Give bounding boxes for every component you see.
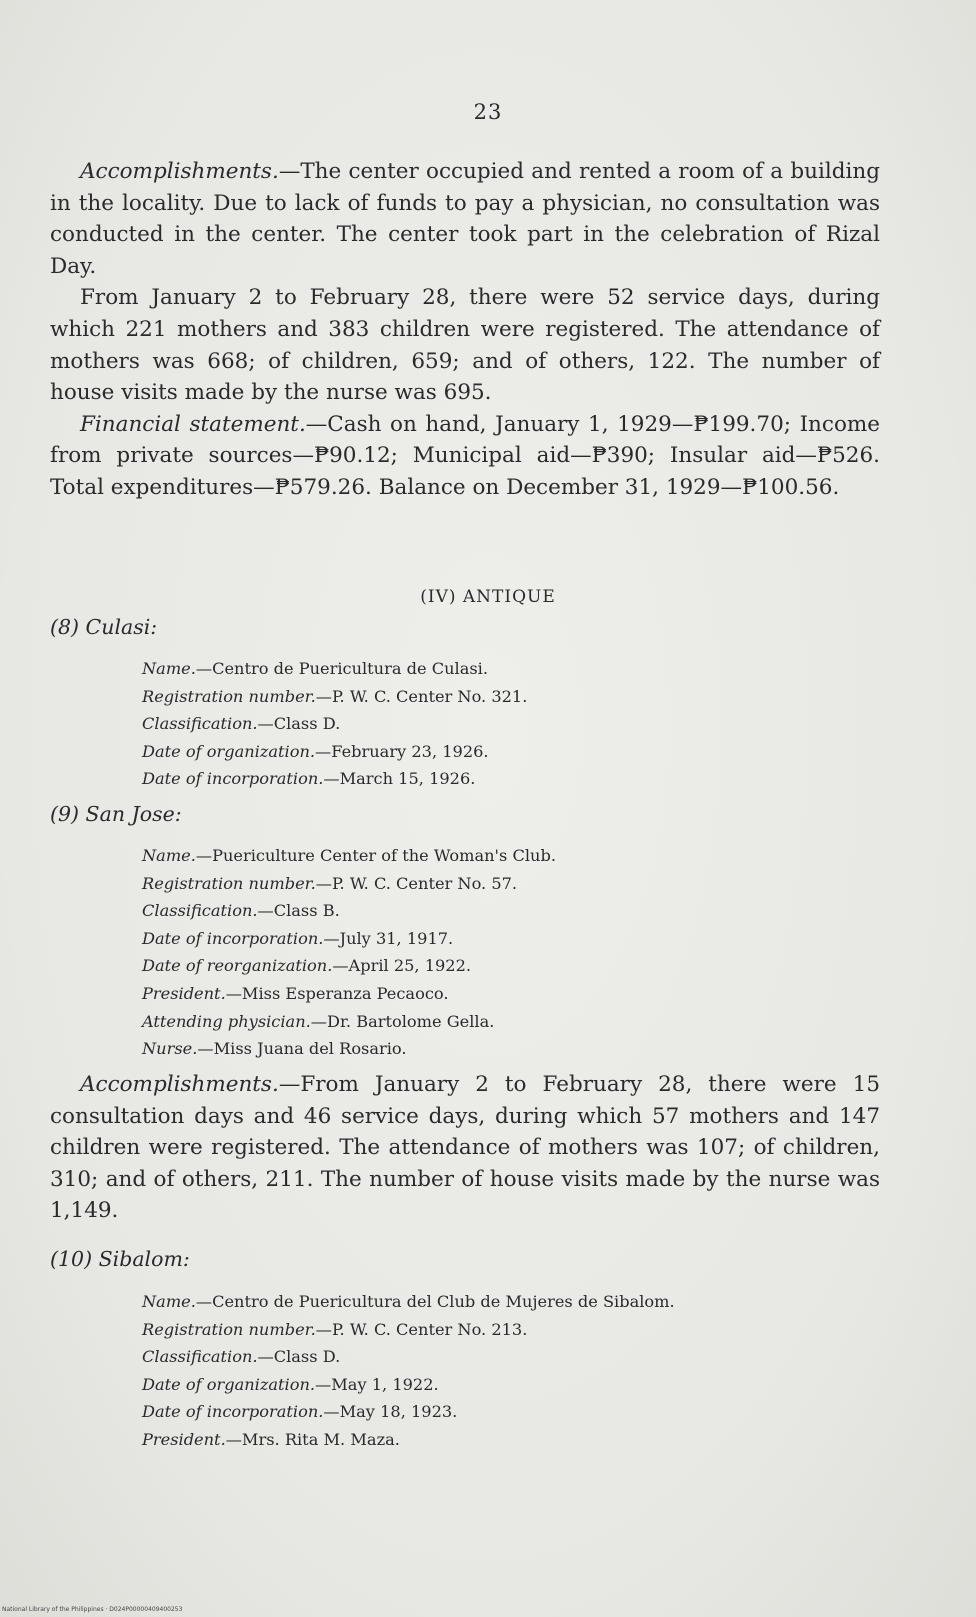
entry-row bbox=[142, 980, 902, 1008]
san-jose-accomplishments bbox=[50, 1069, 880, 1227]
sibalom-entry bbox=[142, 1288, 902, 1454]
entry-value: —April 25, 1922. bbox=[332, 956, 472, 976]
library-footer: National Library of the Philippines · D024P00000409400253 bbox=[2, 1606, 183, 1613]
entry-label: President. bbox=[142, 983, 226, 1003]
entry-label: Name. bbox=[142, 1292, 196, 1311]
page-number: 23 bbox=[473, 100, 503, 124]
entry-label: Registration number. bbox=[142, 686, 316, 706]
entry-value: —May 1, 1922. bbox=[315, 1374, 439, 1394]
entry-label: Registration number. bbox=[142, 1319, 316, 1339]
entry-row bbox=[142, 1343, 902, 1371]
entry-label: Classification. bbox=[142, 901, 258, 921]
entry-label: Date of incorporation. bbox=[142, 928, 324, 948]
entry-row bbox=[142, 738, 902, 766]
entry-value: —Centro de Puericultura del Club de Mujeres de Sibalom. bbox=[195, 1292, 675, 1311]
entry-row bbox=[142, 1288, 902, 1316]
entry-label: Date of organization. bbox=[142, 1374, 316, 1394]
entry-label: President. bbox=[142, 1429, 226, 1449]
entry-value: —Mrs. Rita M. Maza. bbox=[225, 1429, 400, 1449]
entry-value: —Centro de Puericultura de Culasi. bbox=[195, 659, 488, 678]
entry-label: Classification. bbox=[142, 714, 258, 734]
entry-value: —Miss Esperanza Pecaoco. bbox=[225, 983, 449, 1003]
san-jose-accomplishments-text: —From January 2 to February 28, there were 15 consultation days and 46 service days, during which 57 mothers and 147 children were registered. The attendance of mothers was 107; of children, 310; and of others, 211. The number of house visits made by the nurse was 1,149. bbox=[50, 1072, 880, 1224]
entry-label: Date of incorporation. bbox=[142, 769, 324, 789]
accomplishments-paragraph bbox=[50, 156, 880, 282]
sibalom-heading: (10) Sibalom: bbox=[50, 1247, 190, 1271]
san-jose-accomplishments-paragraph bbox=[50, 1069, 880, 1227]
financial-paragraph bbox=[50, 409, 880, 504]
entry-label: Date of reorganization. bbox=[142, 956, 333, 976]
entry-value: —May 18, 1923. bbox=[323, 1402, 458, 1422]
entry-label: Date of incorporation. bbox=[142, 1402, 324, 1422]
entry-value: —March 15, 1926. bbox=[323, 769, 476, 789]
entry-label: Attending physician. bbox=[142, 1011, 311, 1031]
section-heading: (IV) ANTIQUE bbox=[420, 587, 556, 607]
san-jose-heading: (9) San Jose: bbox=[50, 802, 182, 826]
entry-value: —Class D. bbox=[257, 714, 341, 734]
entry-row bbox=[142, 925, 902, 953]
san-jose-accomplishments-label: Accomplishments. bbox=[80, 1072, 279, 1097]
accomplishments-text: —The center occupied and rented a room of a building in the locality. Due to lack of funds to pay a physician, no consultation was conducted in the center. The center took part in the celebration of Rizal Day. bbox=[50, 159, 880, 279]
entry-row bbox=[142, 897, 902, 925]
entry-row bbox=[142, 842, 902, 870]
entry-row bbox=[142, 870, 902, 898]
entry-label: Nurse. bbox=[142, 1039, 198, 1059]
entry-row bbox=[142, 765, 902, 793]
financial-label: Financial statement. bbox=[80, 411, 306, 437]
entry-row bbox=[142, 1426, 902, 1454]
entry-row bbox=[142, 1035, 902, 1063]
entry-row bbox=[142, 655, 902, 683]
entry-label: Date of organization. bbox=[142, 741, 316, 761]
entry-value: —P. W. C. Center No. 57. bbox=[315, 873, 518, 893]
entry-row bbox=[142, 1008, 902, 1036]
entry-value: —July 31, 1917. bbox=[323, 928, 454, 948]
entry-value: —P. W. C. Center No. 321. bbox=[315, 686, 528, 706]
entry-row bbox=[142, 952, 902, 980]
culasi-entry bbox=[142, 655, 902, 793]
entry-label: Name. bbox=[142, 846, 196, 865]
entry-value: —February 23, 1926. bbox=[315, 741, 489, 761]
entry-value: —Class D. bbox=[257, 1347, 341, 1367]
entry-row bbox=[142, 1371, 902, 1399]
accomplishments-label: Accomplishments. bbox=[80, 159, 279, 184]
entry-value: —P. W. C. Center No. 213. bbox=[315, 1319, 528, 1339]
entry-row bbox=[142, 710, 902, 738]
entry-label: Name. bbox=[142, 659, 196, 678]
financial-text: —Cash on hand, January 1, 1929—₱199.70; Income from private sources—₱90.12; Municipal aid—₱390; Insular aid—₱526. Total expenditures—₱579.26. Balance on December 31, 1929—₱100.56. bbox=[50, 411, 881, 500]
entry-label: Registration number. bbox=[142, 873, 316, 893]
culasi-heading: (8) Culasi: bbox=[50, 615, 158, 639]
entry-row bbox=[142, 683, 902, 711]
entry-row bbox=[142, 1316, 902, 1344]
entry-label: Classification. bbox=[142, 1347, 258, 1367]
entry-row bbox=[142, 1398, 902, 1426]
paragraph-block-top bbox=[50, 156, 880, 504]
entry-value: —Dr. Bartolome Gella. bbox=[310, 1011, 495, 1031]
entry-value: —Class B. bbox=[257, 901, 340, 921]
san-jose-entry bbox=[142, 842, 902, 1063]
entry-value: —Puericulture Center of the Woman's Club. bbox=[195, 846, 556, 865]
entry-value: —Miss Juana del Rosario. bbox=[197, 1039, 407, 1059]
attendance-paragraph: From January 2 to February 28, there were 52 service days, during which 221 mothers and 383 children were registered. The attendance of mothers was 668; of children, 659; and of others, 122. The number of house visits made by the nurse was 695. bbox=[50, 285, 880, 406]
